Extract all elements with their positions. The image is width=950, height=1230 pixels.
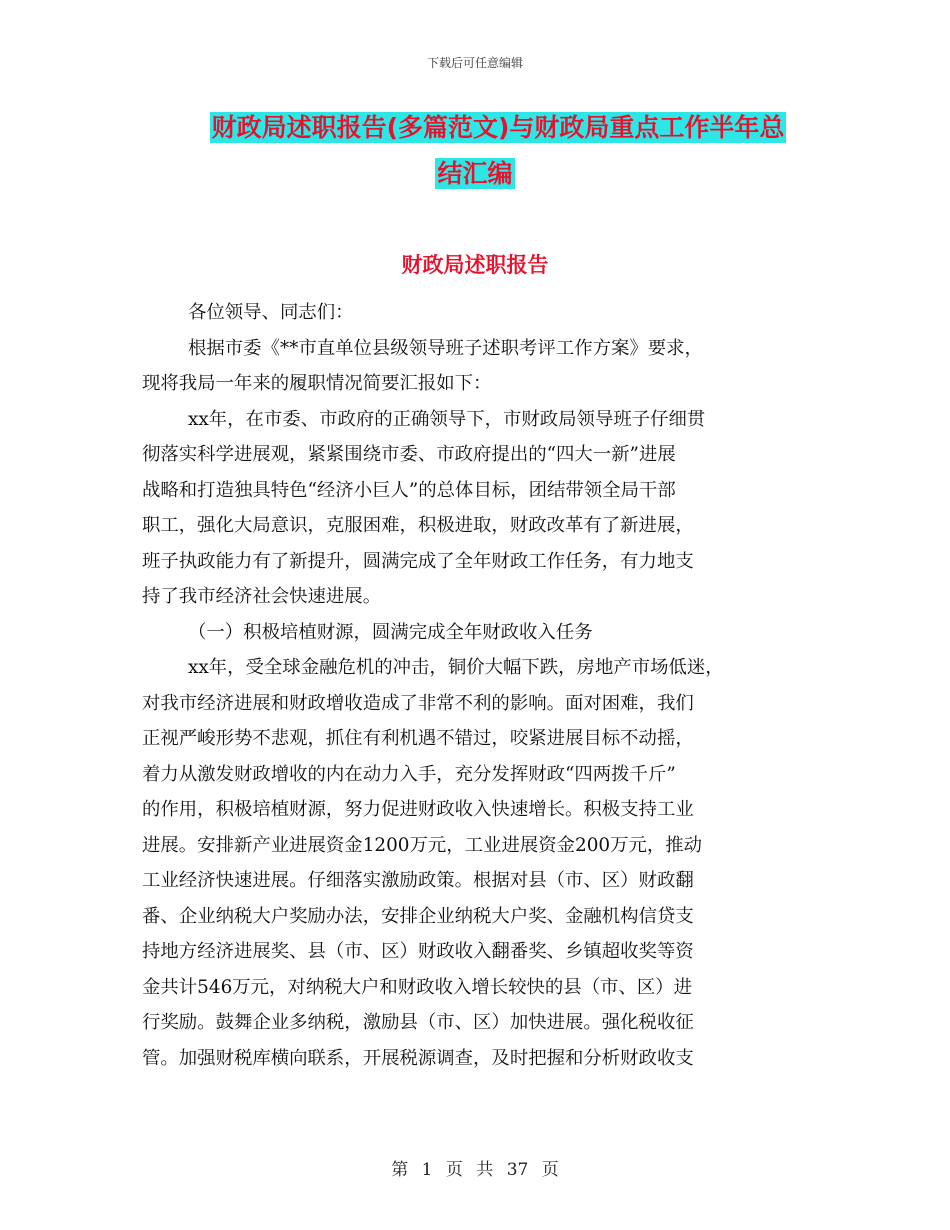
document-title-line-1-text: 财政局述职报告(多篇范文)与财政局重点工作半年总 — [211, 113, 785, 142]
document-title-line-2-text: 结汇编 — [437, 159, 513, 188]
paragraph-line: 班子执政能力有了新提升，圆满完成了全年财政工作任务，有力地支 — [142, 550, 694, 572]
body-text — [142, 295, 812, 1076]
paragraph-line: 金共计546万元，对纳税大户和财政收入增长较快的县（市、区）进 — [142, 976, 693, 998]
paragraph-line: 的作用，积极培植财源，努力促进财政收入快速增长。积极支持工业 — [142, 799, 694, 820]
paragraph-line: 各位领导、同志们： — [188, 302, 354, 323]
paragraph-line: xx年，受全球金融危机的冲击，铜价大幅下跌，房地产市场低迷， — [188, 657, 724, 678]
page-header-note: 下载后可任意编辑 — [426, 56, 523, 70]
subsection-heading: （一）积极培植财源，圆满完成全年财政收入任务 — [188, 621, 593, 643]
paragraph-line: 正视严峻形势不悲观，抓住有利机遇不错过，咬紧进展目标不动摇， — [142, 728, 694, 749]
section-title: 财政局述职报告 — [401, 253, 549, 277]
paragraph-line: 战略和打造独具特色“经济小巨人”的总体目标，团结带领全局干部 — [142, 479, 676, 501]
paragraph-line: 现将我局一年来的履职情况简要汇报如下： — [142, 373, 492, 394]
paragraph-line: 行奖励。鼓舞企业多纳税，激励县（市、区）加快进展。强化税收征 — [142, 1012, 694, 1033]
paragraph-line: 根据市委《**市直单位县级领导班子述职考评工作方案》要求， — [188, 337, 703, 359]
paragraph-line: xx年，在市委、市政府的正确领导下，市财政局领导班子仔细贯 — [188, 408, 706, 430]
paragraph-line: 工业经济快速进展。仔细落实激励政策。根据对县（市、区）财政翻 — [142, 870, 694, 891]
paragraph-line: 彻落实科学进展观，紧紧围绕市委、市政府提出的“四大一新”进展 — [142, 444, 676, 465]
paragraph-line: 持了我市经济社会快速进展。 — [142, 586, 382, 607]
paragraph-line: 职工，强化大局意识，克服困难，积极进取，财政改革有了新进展， — [142, 515, 694, 536]
paragraph-line: 持地方经济进展奖、县（市、区）财政收入翻番奖、乡镇超收奖等资 — [142, 941, 694, 962]
document-title-line-2 — [0, 157, 950, 191]
paragraph-line: 进展。安排新产业进展资金1200万元，工业进展资金200万元，推动 — [142, 834, 703, 856]
page-number-footer: 第 1 页 共 37 页 — [391, 1160, 559, 1180]
document-title-line-1 — [23, 111, 950, 145]
paragraph-line: 着力从激发财政增收的内在动力入手，充分发挥财政“四两拨千斤” — [142, 763, 676, 785]
paragraph-line: 对我市经济进展和财政增收造成了非常不利的影响。面对困难，我们 — [142, 692, 694, 714]
paragraph-line: 管。加强财税库横向联系，开展税源调查，及时把握和分析财政收支 — [142, 1047, 694, 1069]
paragraph-line: 番、企业纳税大户奖励办法，安排企业纳税大户奖、金融机构信贷支 — [142, 905, 694, 927]
